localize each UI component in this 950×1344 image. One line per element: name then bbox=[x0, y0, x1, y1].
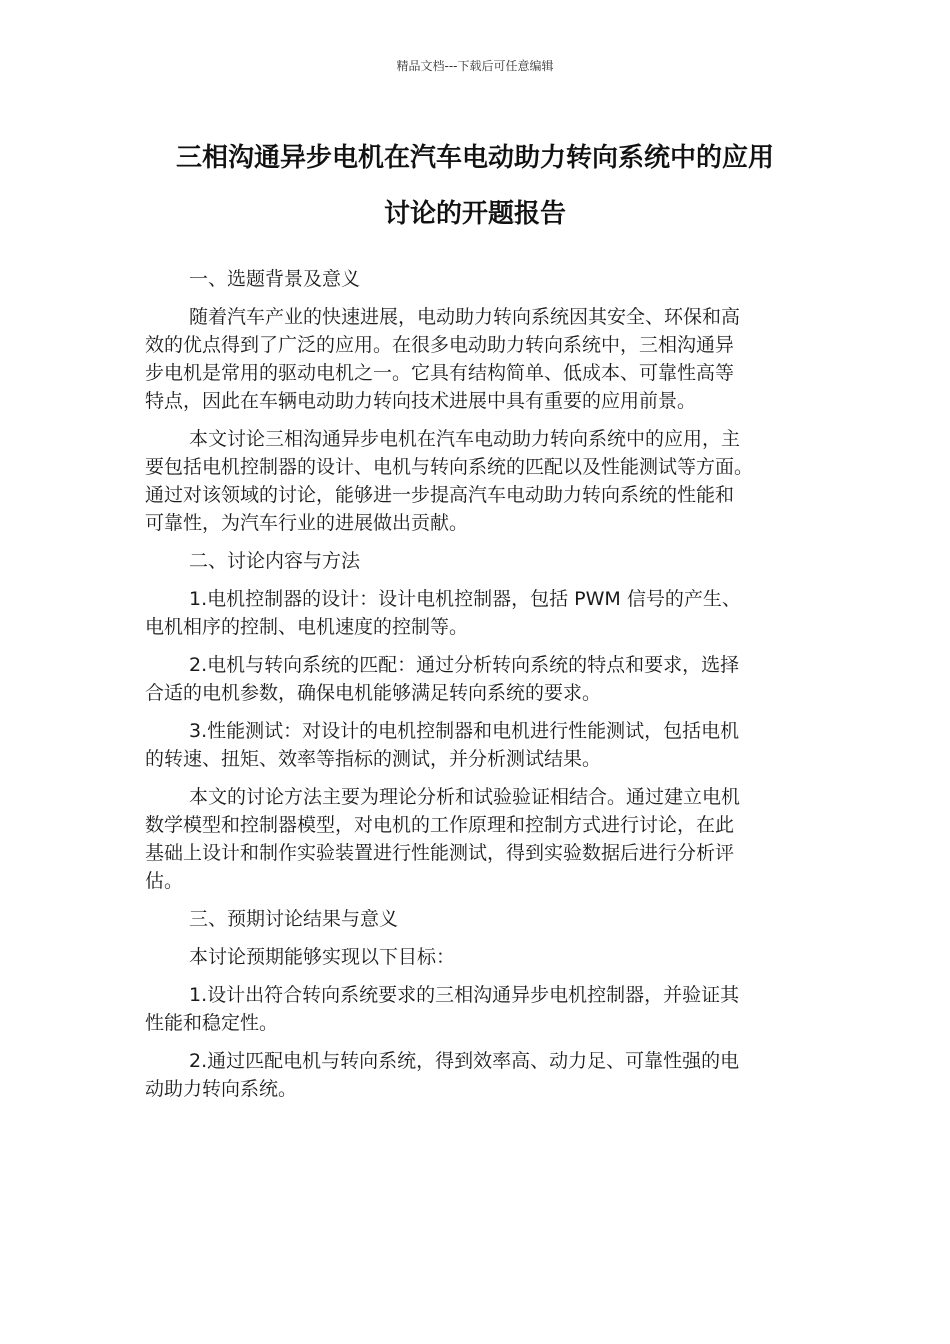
paragraph bbox=[145, 651, 805, 707]
paragraph-line: 步电机是常用的驱动电机之一。它具有结构简单、低成本、可靠性高等 bbox=[145, 362, 735, 384]
paragraph-line: 效的优点得到了广泛的应用。在很多电动助力转向系统中，三相沟通异 bbox=[145, 334, 735, 356]
section-heading: 一、选题背景及意义 bbox=[189, 268, 361, 290]
paragraph-line: 通过对该领域的讨论，能够进一步提高汽车电动助力转向系统的性能和 bbox=[145, 484, 735, 506]
paragraph bbox=[145, 783, 805, 895]
paragraph bbox=[145, 943, 805, 971]
page-header-note: 精品文档---下载后可任意编辑 bbox=[396, 59, 554, 73]
paragraph-line: 本文的讨论方法主要为理论分析和试验验证相结合。通过建立电机 bbox=[189, 786, 741, 808]
paragraph bbox=[145, 303, 805, 415]
paragraph-line: 要包括电机控制器的设计、电机与转向系统的匹配以及性能测试等方面。 bbox=[145, 456, 754, 478]
paragraph-line: 本文讨论三相沟通异步电机在汽车电动助力转向系统中的应用，主 bbox=[189, 428, 741, 450]
title-line-1: 三相沟通异步电机在汽车电动助力转向系统中的应用 bbox=[175, 143, 774, 173]
paragraph-line: 性能和稳定性。 bbox=[145, 1012, 279, 1034]
paragraph bbox=[145, 981, 805, 1037]
paragraph bbox=[145, 585, 805, 641]
paragraph bbox=[145, 1047, 805, 1103]
paragraph-line: 2.电机与转向系统的匹配：通过分析转向系统的特点和要求，选择 bbox=[189, 654, 740, 676]
paragraph bbox=[145, 425, 805, 537]
paragraph-line: 动助力转向系统。 bbox=[145, 1078, 298, 1100]
paragraph-line: 合适的电机参数，确保电机能够满足转向系统的要求。 bbox=[145, 682, 602, 704]
paragraph-line: 本讨论预期能够实现以下目标： bbox=[189, 946, 456, 968]
paragraph-line: 1.电机控制器的设计：设计电机控制器，包括 PWM 信号的产生、 bbox=[189, 588, 741, 610]
paragraph-line: 基础上设计和制作实验装置进行性能测试，得到实验数据后进行分析评 bbox=[145, 842, 735, 864]
paragraph-line: 3.性能测试：对设计的电机控制器和电机进行性能测试，包括电机 bbox=[189, 720, 740, 742]
paragraph-line: 估。 bbox=[145, 870, 184, 892]
paragraph-line: 随着汽车产业的快速进展，电动助力转向系统因其安全、环保和高 bbox=[189, 306, 741, 328]
document-body bbox=[145, 265, 805, 1113]
paragraph-line: 的转速、扭矩、效率等指标的测试，并分析测试结果。 bbox=[145, 748, 602, 770]
paragraph-line: 数学模型和控制器模型，对电机的工作原理和控制方式进行讨论，在此 bbox=[145, 814, 735, 836]
paragraph bbox=[145, 717, 805, 773]
paragraph-line: 1.设计出符合转向系统要求的三相沟通异步电机控制器，并验证其 bbox=[189, 984, 740, 1006]
section-heading: 三、预期讨论结果与意义 bbox=[189, 908, 399, 930]
title-line-2: 讨论的开题报告 bbox=[383, 199, 566, 229]
paragraph-line: 电机相序的控制、电机速度的控制等。 bbox=[145, 616, 469, 638]
paragraph-line: 可靠性，为汽车行业的进展做出贡献。 bbox=[145, 512, 469, 534]
section-heading: 二、讨论内容与方法 bbox=[189, 550, 361, 572]
document-title bbox=[120, 130, 830, 242]
paragraph-line: 特点，因此在车辆电动助力转向技术进展中具有重要的应用前景。 bbox=[145, 390, 697, 412]
paragraph-line: 2.通过匹配电机与转向系统，得到效率高、动力足、可靠性强的电 bbox=[189, 1050, 740, 1072]
